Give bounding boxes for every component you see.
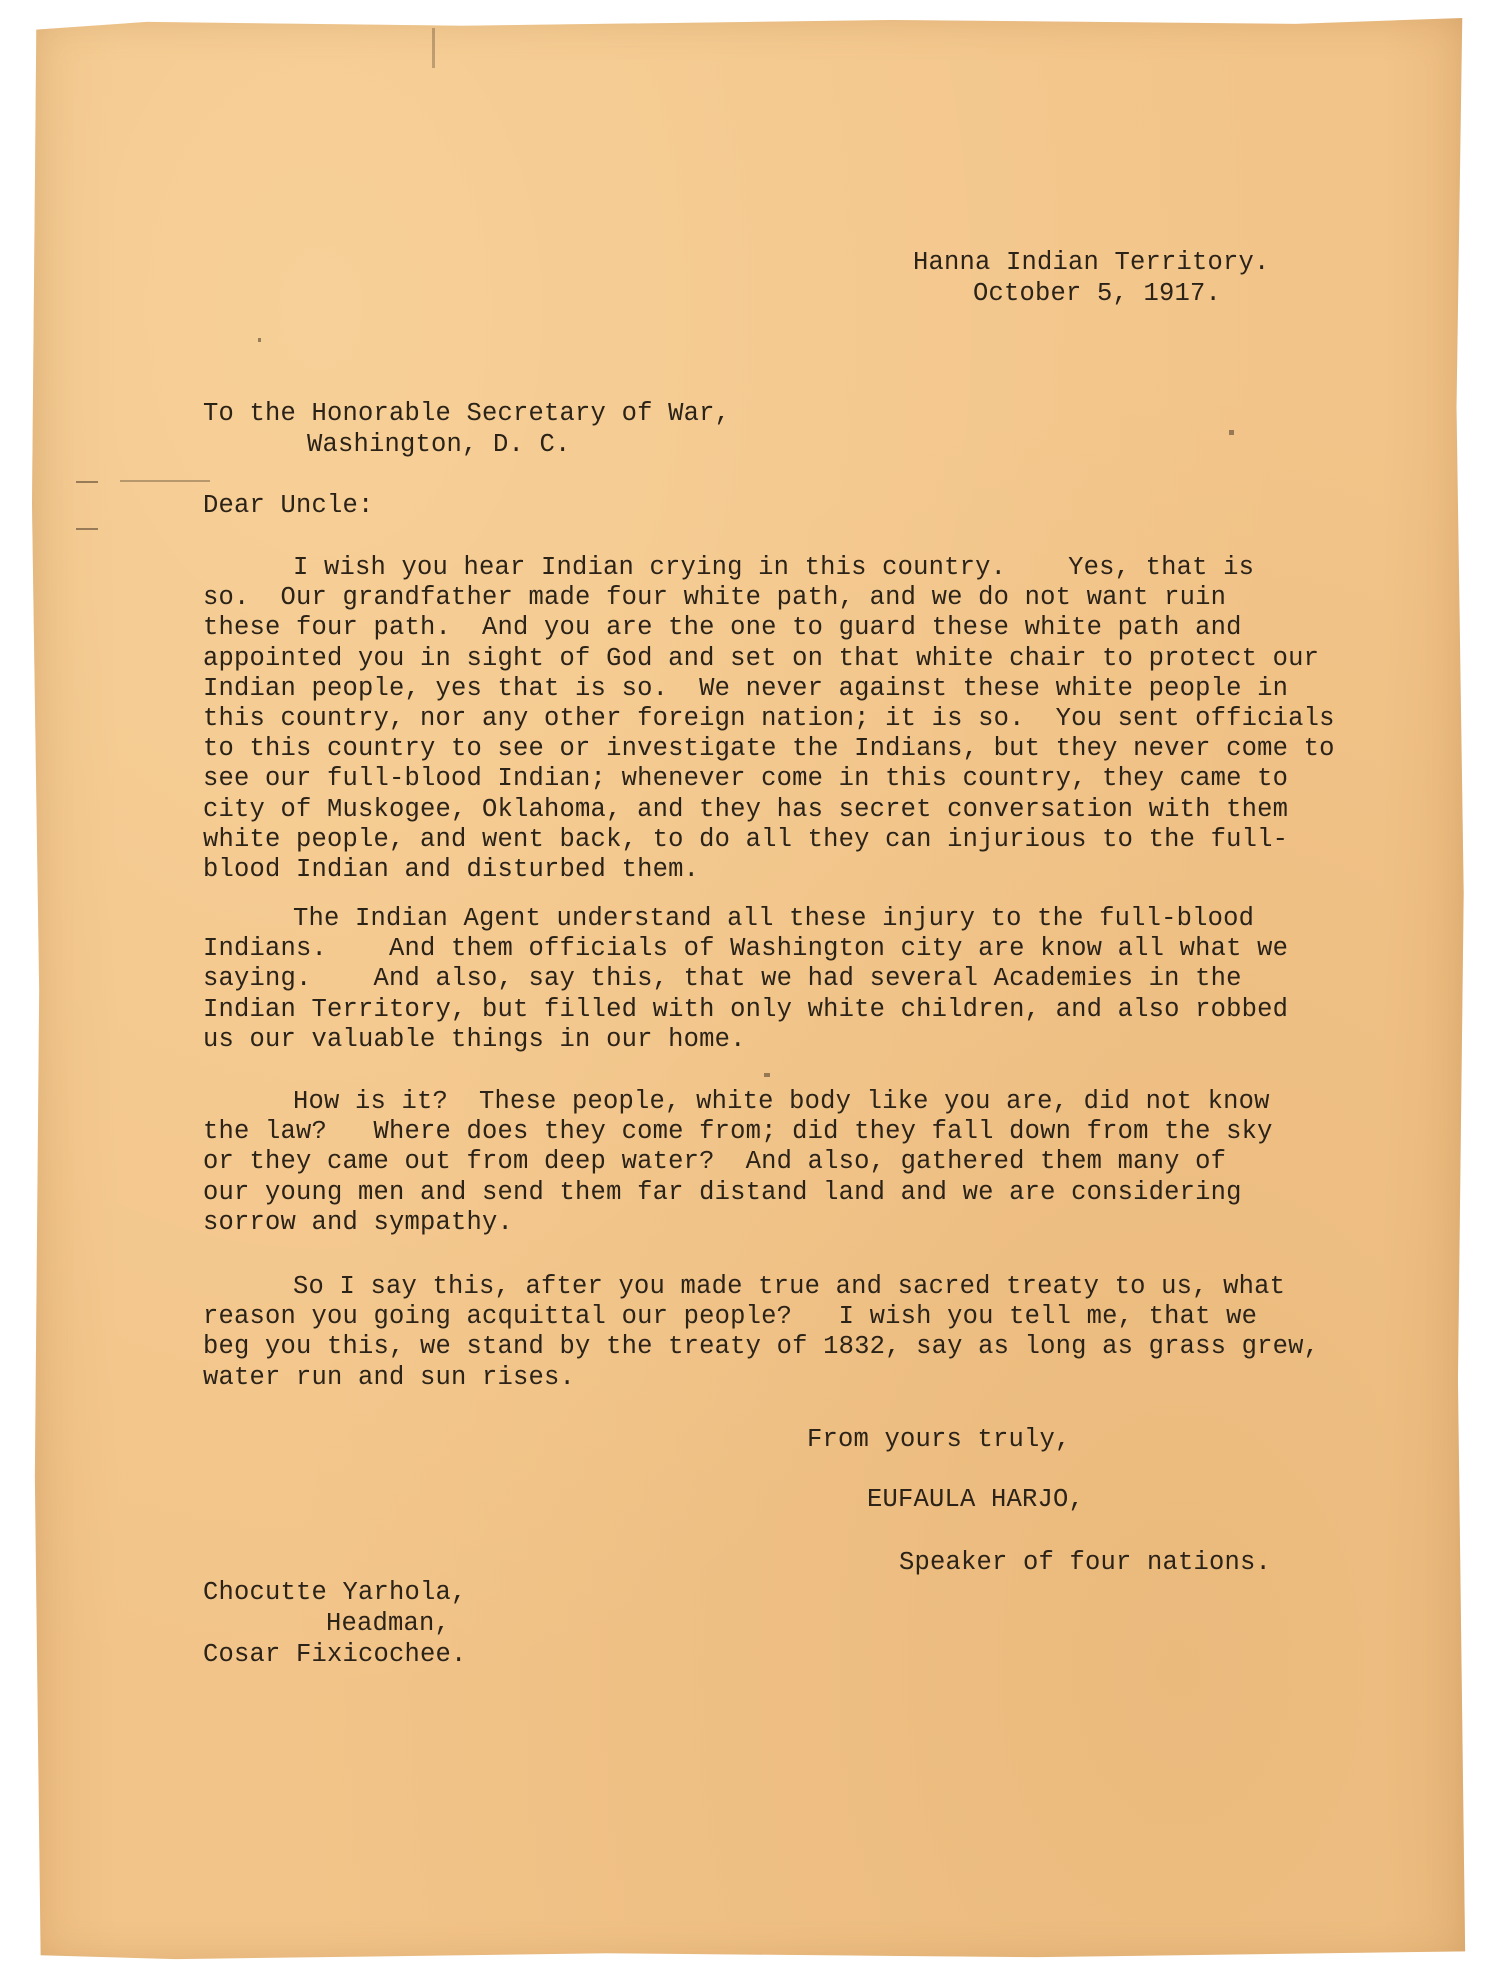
paragraph-line: white people, and went back, to do all they can injurious to the full- (203, 824, 1289, 854)
paragraph-line: sorrow and sympathy. (203, 1207, 514, 1237)
body-paragraph-4 (203, 1272, 1319, 1393)
paragraph-line: so. Our grandfather made four white path, and we do not want ruin (203, 583, 1227, 613)
ink-mark (120, 480, 210, 482)
paragraph-line: I wish you hear Indian crying in this country. Yes, that is (293, 553, 1255, 582)
ink-mark (258, 338, 261, 342)
paragraph-line: Indian people, yes that is so. We never against these white people in (203, 673, 1289, 703)
paragraph-line: the law? Where does they come from; did they fall down from the sky (203, 1117, 1273, 1147)
paragraph-line: So I say this, after you made true and sacred treaty to us, what (293, 1272, 1286, 1301)
signer-name: EUFAULA HARJO, (867, 1485, 1085, 1514)
salutation: Dear Uncle: (203, 491, 374, 520)
paragraph-line: saying. And also, say this, that we had several Academies in the (203, 964, 1242, 994)
paragraph-line: this country, nor any other foreign nation; it is so. You sent officials (203, 704, 1335, 734)
paragraph-line: The Indian Agent understand all these injury to the full-blood (293, 904, 1255, 933)
ink-mark (1229, 430, 1234, 435)
paragraph-line: us our valuable things in our home. (203, 1024, 746, 1054)
letter-place: Hanna Indian Territory. (913, 248, 1270, 277)
paragraph-line: see our full-blood Indian; whenever come in this country, they came to (203, 764, 1289, 794)
ink-mark (764, 1073, 770, 1077)
paragraph-line: How is it? These people, white body like you are, did not know (293, 1087, 1270, 1116)
paragraph-line: our young men and send them far distand land and we are considering (203, 1177, 1242, 1207)
paragraph-line: or they came out from deep water? And also, gathered them many of (203, 1147, 1227, 1177)
paragraph-line: water run and sun rises. (203, 1362, 576, 1392)
cosigner-line-1: Chocutte Yarhola, (203, 1578, 467, 1607)
letter-date: October 5, 1917. (973, 279, 1222, 308)
ink-mark (76, 528, 98, 530)
body-paragraph-1 (203, 553, 1335, 885)
body-paragraph-3 (203, 1087, 1273, 1238)
recipient-line-1: To the Honorable Secretary of War, (203, 399, 731, 428)
paragraph-line: appointed you in sight of God and set on that white chair to protect our (203, 643, 1320, 673)
paragraph-line: reason you going acquittal our people? I wish you tell me, that we (203, 1302, 1258, 1332)
signer-title: Speaker of four nations. (899, 1548, 1272, 1577)
recipient-line-2: Washington, D. C. (307, 430, 571, 459)
paragraph-line: blood Indian and disturbed them. (203, 855, 700, 885)
body-paragraph-2 (203, 904, 1288, 1055)
paragraph-line: to this country to see or investigate the Indians, but they never come to (203, 734, 1335, 764)
paragraph-line: Indians. And them officials of Washington city are know all what we (203, 934, 1289, 964)
ink-mark (432, 28, 435, 68)
paragraph-line: city of Muskogee, Oklahoma, and they has secret conversation with them (203, 794, 1289, 824)
cosigner-line-2: Headman, (326, 1609, 451, 1638)
cosigner-line-3: Cosar Fixicochee. (203, 1640, 467, 1669)
paragraph-line: Indian Territory, but filled with only white children, and also robbed (203, 994, 1289, 1024)
closing: From yours truly, (807, 1425, 1071, 1454)
paragraph-line: beg you this, we stand by the treaty of 1832, say as long as grass grew, (203, 1332, 1320, 1362)
ink-mark (76, 481, 98, 483)
paragraph-line: these four path. And you are the one to guard these white path and (203, 613, 1242, 643)
